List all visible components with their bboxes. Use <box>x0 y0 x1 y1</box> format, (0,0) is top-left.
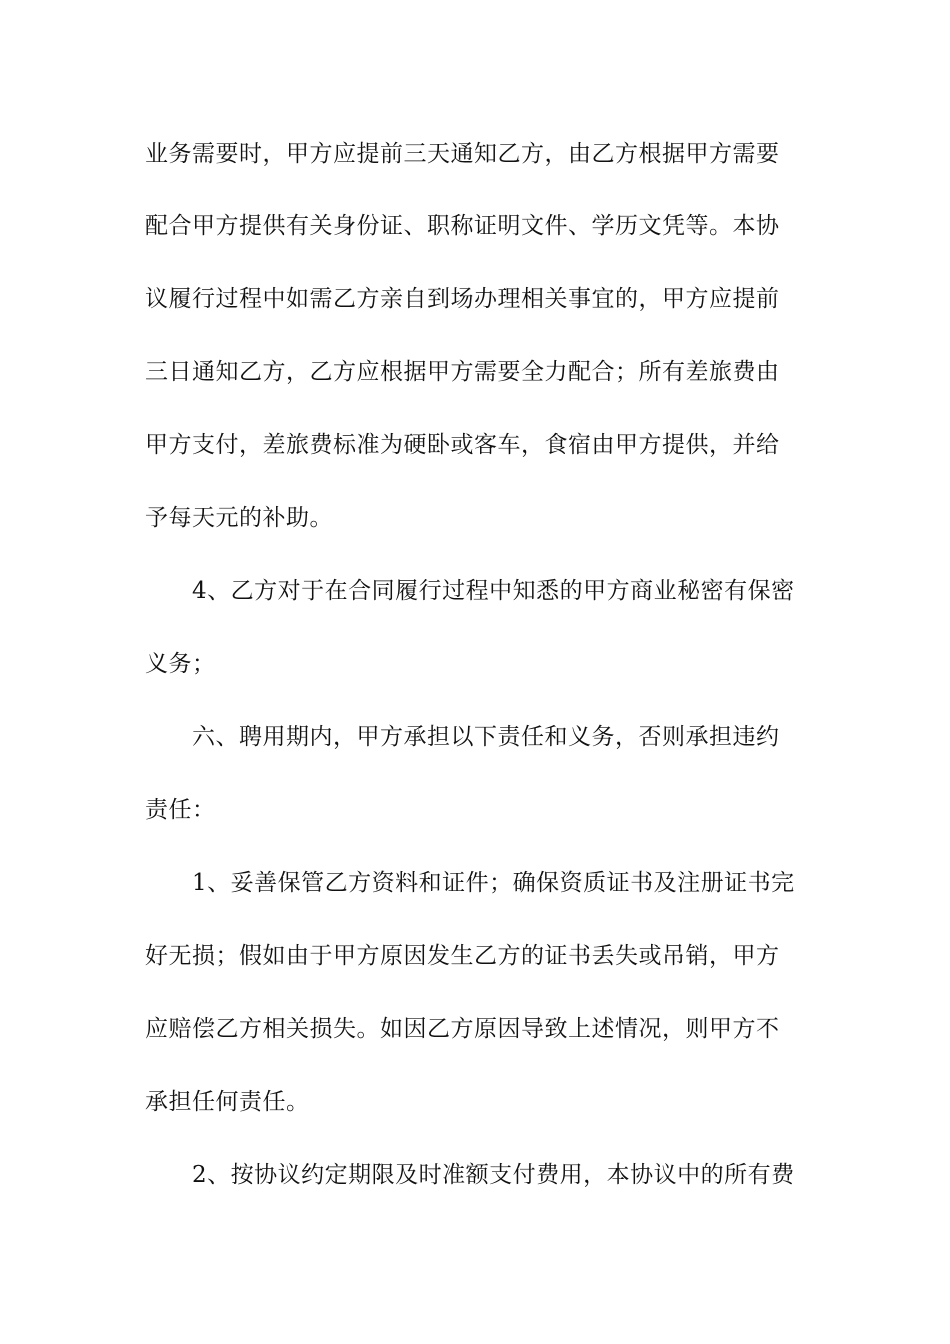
text-line-10: 责任： <box>145 797 216 823</box>
text-line-8: 义务； <box>145 651 216 677</box>
paragraph-item-1-start: 1、妥善保管乙方资料和证件；确保资质证书及注册证书完 <box>192 870 795 896</box>
text-line-14: 承担任何责任。 <box>145 1089 310 1115</box>
text-line-4: 三日通知乙方，乙方应根据甲方需要全力配合；所有差旅费由 <box>145 359 780 385</box>
text-line-12: 好无损；假如由于甲方原因发生乙方的证书丢失或吊销，甲方 <box>145 943 780 969</box>
text-line-3: 议履行过程中如需乙方亲自到场办理相关事宜的，甲方应提前 <box>145 286 780 312</box>
text-line-2: 配合甲方提供有关身份证、职称证明文件、学历文凭等。本协 <box>145 213 780 239</box>
text-line-1: 业务需要时，甲方应提前三天通知乙方，由乙方根据甲方需要 <box>145 141 780 167</box>
paragraph-item-4-start: 4、乙方对于在合同履行过程中知悉的甲方商业秘密有保密 <box>192 578 795 604</box>
text-line-13: 应赔偿乙方相关损失。如因乙方原因导致上述情况，则甲方不 <box>145 1016 780 1042</box>
text-line-6: 予每天元的补助。 <box>145 505 333 531</box>
paragraph-item-2-start: 2、按协议约定期限及时准额支付费用，本协议中的所有费 <box>192 1162 795 1188</box>
section-six-heading: 六、聘用期内，甲方承担以下责任和义务，否则承担违约 <box>192 724 780 750</box>
text-line-5: 甲方支付，差旅费标准为硬卧或客车，食宿由甲方提供，并给 <box>145 432 780 458</box>
